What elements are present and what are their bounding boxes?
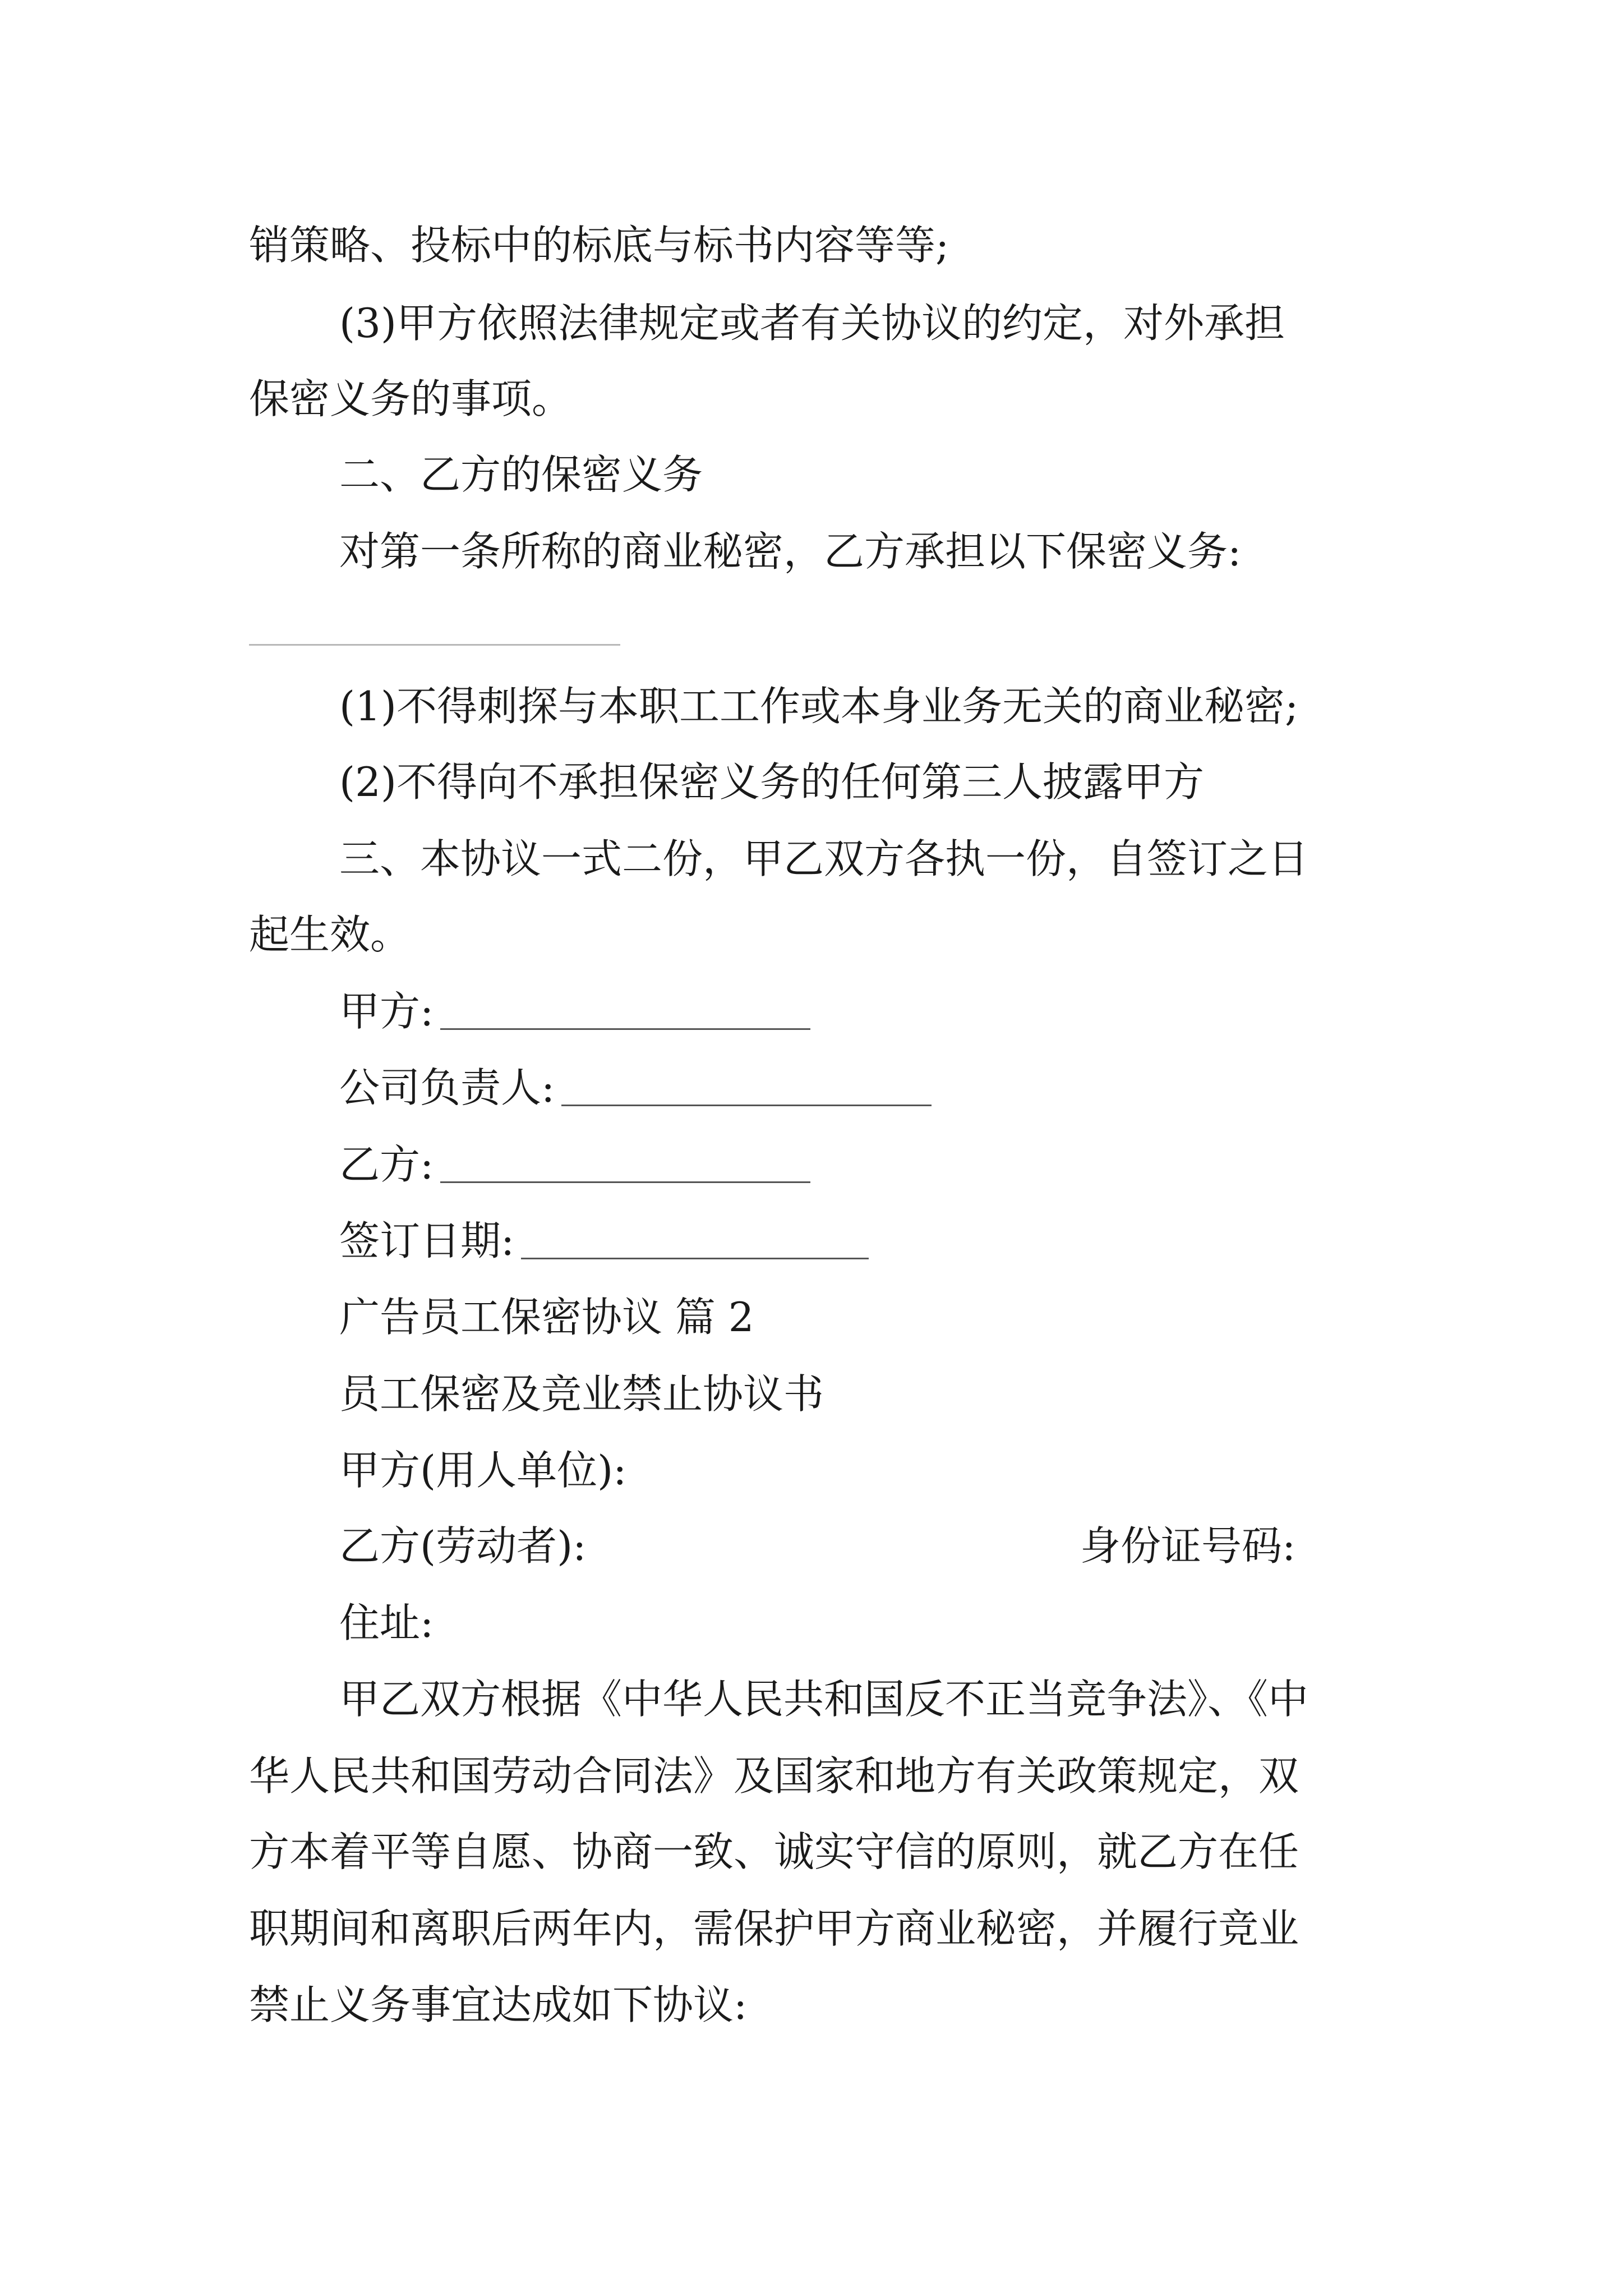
company-head-label: 公司负责人: <box>339 1064 555 1111</box>
preamble-line-2: 华人民共和国劳动合同法》及国家和地方有关政策规定，双 <box>249 1752 1299 1800</box>
agreement-title: 员工保密及竞业禁止协议书 <box>339 1370 824 1418</box>
preamble-line-1: 甲乙双方根据《中华人民共和国反不正当竞争法》、《中 <box>339 1676 1309 1723</box>
paragraph-line: 销策略、投标中的标底与标书内容等等; <box>249 222 949 269</box>
part-2-heading: 广告员工保密协议 篇 2 <box>339 1294 754 1341</box>
address-label: 住址: <box>339 1599 434 1646</box>
party-b-label: 乙方: <box>339 1141 434 1188</box>
party-a-signature <box>339 988 810 1035</box>
sign-date-label: 签订日期: <box>339 1217 515 1264</box>
section-3-line-1: 三、本协议一式二份，甲乙双方各执一份，自签订之日 <box>339 835 1309 882</box>
item-3-line-1: (3)甲方依照法律规定或者有关协议的约定，对外承担 <box>339 300 1285 347</box>
company-head-blank <box>561 1105 932 1106</box>
preamble-line-4: 职期间和离职后两年内，需保护甲方商业秘密，并履行竞业 <box>249 1905 1299 1952</box>
item-3-line-2: 保密义务的事项。 <box>249 375 573 422</box>
sign-date <box>339 1217 869 1264</box>
employer-label: 甲方(用人单位): <box>339 1447 627 1494</box>
divider <box>249 644 620 646</box>
sign-date-blank <box>521 1258 869 1259</box>
preamble-line-5: 禁止义务事宜达成如下协议: <box>249 1981 748 2028</box>
duty-2: (2)不得向不承担保密义务的任何第三人披露甲方 <box>339 758 1204 806</box>
preamble-line-3: 方本着平等自愿、协商一致、诚实守信的原则，就乙方在任 <box>249 1828 1299 1875</box>
party-b-blank <box>440 1181 810 1183</box>
party-a-label: 甲方: <box>339 988 434 1035</box>
section-2-intro: 对第一条所称的商业秘密，乙方承担以下保密义务: <box>339 528 1242 575</box>
section-2-title: 二、乙方的保密义务 <box>339 451 703 498</box>
section-3-line-2: 起生效。 <box>249 911 411 958</box>
duty-1: (1)不得刺探与本职工工作或本身业务无关的商业秘密; <box>339 683 1299 730</box>
id-number-label: 身份证号码: <box>1080 1522 1296 1570</box>
employee-label: 乙方(劳动者): <box>339 1522 587 1570</box>
party-b-signature <box>339 1141 810 1188</box>
company-head-signature <box>339 1064 932 1111</box>
party-a-blank <box>440 1028 810 1030</box>
